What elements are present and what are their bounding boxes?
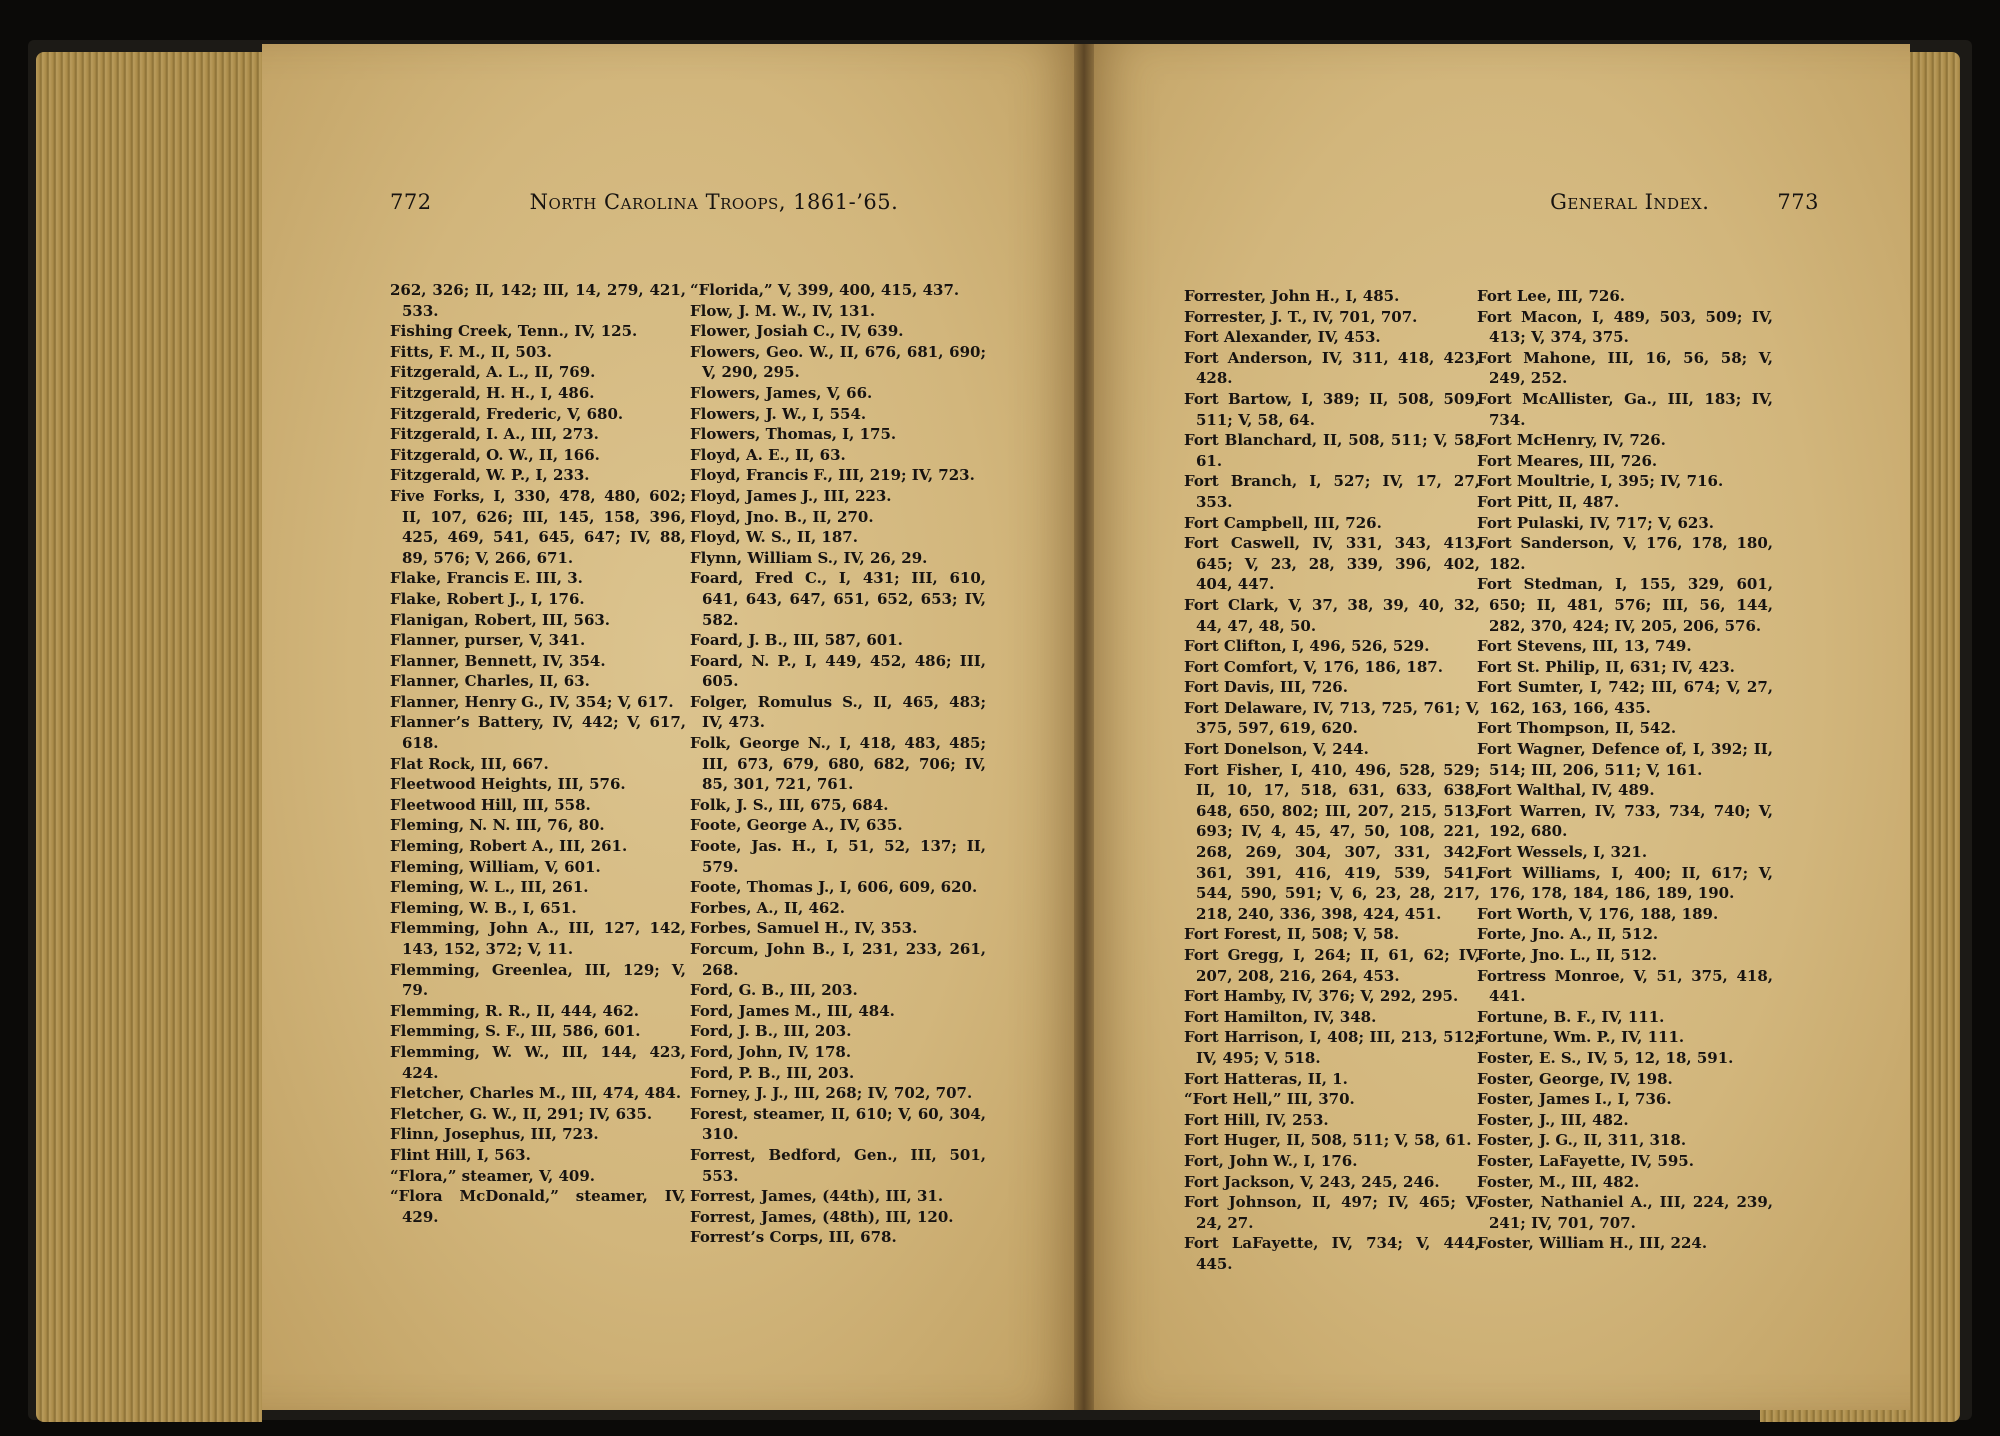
index-entry: Fort Sanderson, V, 176, 178, 180, 182. xyxy=(1477,534,1773,573)
index-entry: “Florida,” V, 399, 400, 415, 437. xyxy=(690,281,960,299)
index-entry: Forbes, A., II, 462. xyxy=(690,898,845,917)
index-entry: Floyd, Jno. B., II, 270. xyxy=(690,507,874,526)
index-entry: Flower, Josiah C., IV, 639. xyxy=(690,322,904,341)
index-entry: Flake, Robert J., I, 176. xyxy=(390,589,585,608)
index-entry: Flanner, Charles, II, 63. xyxy=(390,672,590,691)
index-entry: Forrest, Bedford, Gen., III, 501, 553. xyxy=(690,1145,986,1185)
index-entry: Folk, George N., I, 418, 483, 485; III, 673, 679, 680, 682, 706; IV, 85, 301, 721, 761. xyxy=(690,734,986,794)
index-entry: Flowers, James, V, 66. xyxy=(690,383,873,402)
index-entry: Foote, George A., IV, 635. xyxy=(690,816,903,835)
index-entry: Fortress Monroe, V, 51, 375, 418, 441. xyxy=(1477,966,1773,1006)
index-entry: Flanner, purser, V, 341. xyxy=(390,631,586,650)
index-entry: Fitts, F. M., II, 503. xyxy=(390,342,552,361)
index-entry: 262, 326; II, 142; III, 14, 279, 421, 533. xyxy=(390,281,686,320)
index-entry: Fort St. Philip, II, 631; IV, 423. xyxy=(1477,657,1735,676)
index-entry: Fitzgerald, I. A., III, 273. xyxy=(390,425,599,444)
index-entry: Fort Fisher, I, 410, 496, 528, 529; II, 10, 17, 518, 631, 633, 638, 648, 650, 802; III, 207, 215, 513, 693; IV, 4, 45, 47, 50, 108, 221, 268, 269, 304, 307, 331, 342, 361, 391, 416, 419, 539, 541, 544, 590, 591; V, 6, 23, 28, 217, 218, 240, 336, 398, 424, 451. xyxy=(1184,760,1480,923)
index-entry: Fort Wagner, Defence of, I, 392; II, 514; III, 206, 511; V, 161. xyxy=(1477,740,1773,779)
index-entry: “Flora,” steamer, V, 409. xyxy=(390,1166,595,1185)
index-entry: Fleetwood Hill, III, 558. xyxy=(390,795,591,814)
index-entry: Fort Alexander, IV, 453. xyxy=(1184,328,1381,347)
index-entry: Fort Caswell, IV, 331, 343, 413, 645; V, 23, 28, 339, 396, 402, 404, 447. xyxy=(1184,534,1480,594)
index-entry: Fort LaFayette, IV, 734; V, 444, 445. xyxy=(1184,1234,1480,1273)
index-entry: Flanner, Bennett, IV, 354. xyxy=(390,651,606,670)
index-entry: Fleetwood Heights, III, 576. xyxy=(390,775,626,794)
index-entry: Fort Davis, III, 726. xyxy=(1184,678,1348,697)
index-entry: Fort Hamilton, IV, 348. xyxy=(1184,1007,1377,1026)
index-entry: Flemming, W. W., III, 144, 423, 424. xyxy=(390,1042,686,1082)
page-edges-left xyxy=(36,52,262,1422)
index-entry: Fort Macon, I, 489, 503, 509; IV, 413; V, 374, 375. xyxy=(1477,307,1773,347)
index-entry: Foster, George, IV, 198. xyxy=(1477,1069,1673,1088)
index-entry: Forrest, James, (44th), III, 31. xyxy=(690,1187,944,1206)
index-entry: Fitzgerald, H. H., I, 486. xyxy=(390,383,595,402)
index-entry: Fitzgerald, Frederic, V, 680. xyxy=(390,404,624,423)
index-entry: “Fort Hell,” III, 370. xyxy=(1184,1090,1355,1109)
index-entry: Fort Branch, I, 527; IV, 17, 27, 353. xyxy=(1184,472,1480,511)
index-entry: Fitzgerald, O. W., II, 166. xyxy=(390,445,600,464)
index-entry: Floyd, James J., III, 223. xyxy=(690,486,892,505)
index-entry: Fort Stedman, I, 155, 329, 601, 650; II, 481, 576; III, 56, 144, 282, 370, 424; IV, 205, 206, 576. xyxy=(1477,575,1773,635)
index-entry: Ford, G. B., III, 203. xyxy=(690,981,858,1000)
running-title: North Carolina Troops, 1861-’65. xyxy=(529,190,899,214)
index-entry: Fort McHenry, IV, 726. xyxy=(1477,431,1666,450)
index-entry: Fort Hatteras, II, 1. xyxy=(1184,1069,1348,1088)
index-entry: Ford, James M., III, 484. xyxy=(690,1001,895,1020)
index-entry: Fortune, Wm. P., IV, 111. xyxy=(1477,1028,1685,1047)
index-entry: Flowers, Thomas, I, 175. xyxy=(690,425,897,444)
index-entry: Fort Lee, III, 726. xyxy=(1477,287,1625,305)
right-page xyxy=(1084,44,1910,1410)
running-title: General Index. xyxy=(1550,190,1710,214)
index-entry: Foster, LaFayette, IV, 595. xyxy=(1477,1151,1694,1170)
index-entry: Foard, Fred C., I, 431; III, 610, 641, 643, 647, 651, 652, 653; IV, 582. xyxy=(690,569,986,629)
index-entry: Fort Harrison, I, 408; III, 213, 512; IV, 495; V, 518. xyxy=(1184,1028,1480,1067)
index-entry: Flanner, Henry G., IV, 354; V, 617. xyxy=(390,692,674,711)
index-entry: Fleming, Robert A., III, 261. xyxy=(390,837,628,856)
index-entry: Fort, John W., I, 176. xyxy=(1184,1151,1358,1170)
index-entry: Flanner’s Battery, IV, 442; V, 617, 618. xyxy=(390,713,686,753)
index-entry: Flat Rock, III, 667. xyxy=(390,754,549,773)
index-entry: Foard, J. B., III, 587, 601. xyxy=(690,631,903,650)
index-entry: Folger, Romulus S., II, 465, 483; IV, 473. xyxy=(690,692,986,732)
index-entry: Fort Wessels, I, 321. xyxy=(1477,843,1648,862)
index-entry: Fort Forest, II, 508; V, 58. xyxy=(1184,925,1400,944)
index-entry: Fort Clark, V, 37, 38, 39, 40, 32, 44, 47, 48, 50. xyxy=(1184,595,1480,635)
index-entry: Fort Meares, III, 726. xyxy=(1477,451,1658,470)
book-gutter xyxy=(1074,44,1094,1410)
index-entry: Forest, steamer, II, 610; V, 60, 304, 310. xyxy=(690,1104,986,1144)
index-entry: Fleming, W. B., I, 651. xyxy=(390,898,577,917)
index-entry: Fort Clifton, I, 496, 526, 529. xyxy=(1184,637,1430,656)
index-entry: Fort Jackson, V, 243, 245, 246. xyxy=(1184,1172,1440,1191)
index-entry: Fishing Creek, Tenn., IV, 125. xyxy=(390,322,638,341)
index-entry: Flemming, Greenlea, III, 129; V, 79. xyxy=(390,960,686,1000)
index-entry: Fort Mahone, III, 16, 56, 58; V, 249, 252. xyxy=(1477,348,1773,388)
left-page xyxy=(262,44,1084,1410)
index-entry: Forney, J. J., III, 268; IV, 702, 707. xyxy=(690,1084,973,1103)
index-entry: Fort Warren, IV, 733, 734, 740; V, 192, 680. xyxy=(1477,801,1773,841)
page-number: 773 xyxy=(1777,190,1819,214)
index-entry: Forbes, Samuel H., IV, 353. xyxy=(690,919,918,938)
index-entry: Fort Moultrie, I, 395; IV, 716. xyxy=(1477,472,1724,491)
index-entry: Fort Thompson, II, 542. xyxy=(1477,719,1677,738)
index-entry: Fort Delaware, IV, 713, 725, 761; V, 375, 597, 619, 620. xyxy=(1184,698,1480,738)
index-entry: Forte, Jno. L., II, 512. xyxy=(1477,946,1658,964)
index-entry: Forrester, J. T., IV, 701, 707. xyxy=(1184,307,1418,326)
index-entry: Flemming, S. F., III, 586, 601. xyxy=(390,1022,641,1041)
index-entry: Flake, Francis E. III, 3. xyxy=(390,569,583,588)
index-entry: Fletcher, G. W., II, 291; IV, 635. xyxy=(390,1104,653,1123)
index-entry: Fort Johnson, II, 497; IV, 465; V, 24, 27. xyxy=(1184,1193,1480,1232)
index-entry: Forcum, John B., I, 231, 233, 261, 268. xyxy=(690,940,986,979)
index-entry: Flemming, R. R., II, 444, 462. xyxy=(390,1001,639,1020)
index-entry: Fort Stevens, III, 13, 749. xyxy=(1477,637,1692,656)
index-entry: Ford, J. B., III, 203. xyxy=(690,1022,852,1041)
index-entry: Fort Worth, V, 176, 188, 189. xyxy=(1477,904,1719,923)
page-number: 772 xyxy=(390,190,432,214)
index-entry: Fort Pulaski, IV, 717; V, 623. xyxy=(1477,513,1715,532)
index-entry: Foster, James I., I, 736. xyxy=(1477,1090,1672,1109)
index-entry: Floyd, Francis F., III, 219; IV, 723. xyxy=(690,466,975,485)
index-entry: Fort Gregg, I, 264; II, 61, 62; IV, 207, 208, 216, 264, 453. xyxy=(1184,946,1480,985)
index-entry: Ford, John, IV, 178. xyxy=(690,1042,852,1061)
index-entry: Fort Hamby, IV, 376; V, 292, 295. xyxy=(1184,987,1459,1006)
index-entry: Fort Williams, I, 400; II, 617; V, 176, 178, 184, 186, 189, 190. xyxy=(1477,863,1773,903)
index-entry: Fort Hill, IV, 253. xyxy=(1184,1110,1329,1129)
index-entry: Flowers, J. W., I, 554. xyxy=(690,404,867,423)
index-entry: Forrest, James, (48th), III, 120. xyxy=(690,1207,954,1226)
index-entry: Flynn, William S., IV, 26, 29. xyxy=(690,548,928,567)
index-entry: Foster, E. S., IV, 5, 12, 18, 591. xyxy=(1477,1048,1734,1067)
index-entry: Forrest’s Corps, III, 678. xyxy=(690,1228,897,1247)
index-entry: Flemming, John A., III, 127, 142, 143, 152, 372; V, 11. xyxy=(390,919,686,958)
index-entry: Fort Pitt, II, 487. xyxy=(1477,492,1620,511)
index-entry: Flanigan, Robert, III, 563. xyxy=(390,610,611,629)
index-entry: Fort McAllister, Ga., III, 183; IV, 734. xyxy=(1477,389,1773,429)
index-column xyxy=(1184,286,1480,1275)
index-entry: Fort Blanchard, II, 508, 511; V, 58, 61. xyxy=(1184,431,1480,470)
index-column xyxy=(690,280,986,1248)
index-entry: Fitzgerald, W. P., I, 233. xyxy=(390,466,590,485)
index-entry: “Flora McDonald,” steamer, IV, 429. xyxy=(390,1187,686,1226)
index-entry: Foard, N. P., I, 449, 452, 486; III, 605. xyxy=(690,651,986,691)
index-entry: Floyd, A. E., II, 63. xyxy=(690,445,846,464)
index-entry: Fleming, W. L., III, 261. xyxy=(390,878,589,897)
index-entry: Floyd, W. S., II, 187. xyxy=(690,528,858,547)
index-column xyxy=(390,280,686,1227)
index-entry: Foote, Thomas J., I, 606, 609, 620. xyxy=(690,878,978,897)
index-entry: Folk, J. S., III, 675, 684. xyxy=(690,795,889,814)
index-entry: Fort Walthal, IV, 489. xyxy=(1477,781,1655,800)
index-entry: Foster, J., III, 482. xyxy=(1477,1110,1629,1129)
index-entry: Foote, Jas. H., I, 51, 52, 137; II, 579. xyxy=(690,837,986,876)
index-entry: Fleming, N. N. III, 76, 80. xyxy=(390,816,605,835)
index-entry: Five Forks, I, 330, 478, 480, 602; II, 107, 626; III, 145, 158, 396, 425, 469, 541, 645, 647; IV, 88, 89, 576; V, 266, 671. xyxy=(390,486,686,567)
index-entry: Foster, J. G., II, 311, 318. xyxy=(1477,1131,1687,1150)
index-entry: Fort Donelson, V, 244. xyxy=(1184,740,1369,759)
index-entry: Forte, Jno. A., II, 512. xyxy=(1477,925,1659,944)
right-page-header xyxy=(1084,190,1819,214)
index-entry: Fort Sumter, I, 742; III, 674; V, 27, 162, 163, 166, 435. xyxy=(1477,678,1773,717)
left-page-header xyxy=(390,190,1030,214)
index-entry: Fortune, B. F., IV, 111. xyxy=(1477,1007,1665,1026)
index-entry: Forrester, John H., I, 485. xyxy=(1184,287,1400,305)
index-entry: Flowers, Geo. W., II, 676, 681, 690; V, 290, 295. xyxy=(690,342,986,382)
index-entry: Fitzgerald, A. L., II, 769. xyxy=(390,363,596,382)
index-entry: Fleming, William, V, 601. xyxy=(390,857,601,876)
index-entry: Fletcher, Charles M., III, 474, 484. xyxy=(390,1084,682,1103)
index-entry: Foster, M., III, 482. xyxy=(1477,1172,1640,1191)
index-entry: Ford, P. B., III, 203. xyxy=(690,1063,855,1082)
index-entry: Foster, Nathaniel A., III, 224, 239, 241; IV, 701, 707. xyxy=(1477,1193,1773,1232)
index-entry: Fort Comfort, V, 176, 186, 187. xyxy=(1184,657,1443,676)
index-entry: Fort Huger, II, 508, 511; V, 58, 61. xyxy=(1184,1131,1472,1150)
index-entry: Fort Bartow, I, 389; II, 508, 509, 511; V, 58, 64. xyxy=(1184,389,1480,429)
index-column xyxy=(1477,286,1773,1254)
index-entry: Flow, J. M. W., IV, 131. xyxy=(690,301,876,320)
index-entry: Fort Campbell, III, 726. xyxy=(1184,513,1382,532)
index-entry: Fort Anderson, IV, 311, 418, 423, 428. xyxy=(1184,348,1480,388)
index-entry: Foster, William H., III, 224. xyxy=(1477,1234,1708,1253)
index-entry: Flint Hill, I, 563. xyxy=(390,1145,531,1164)
index-entry: Flinn, Josephus, III, 723. xyxy=(390,1125,599,1144)
